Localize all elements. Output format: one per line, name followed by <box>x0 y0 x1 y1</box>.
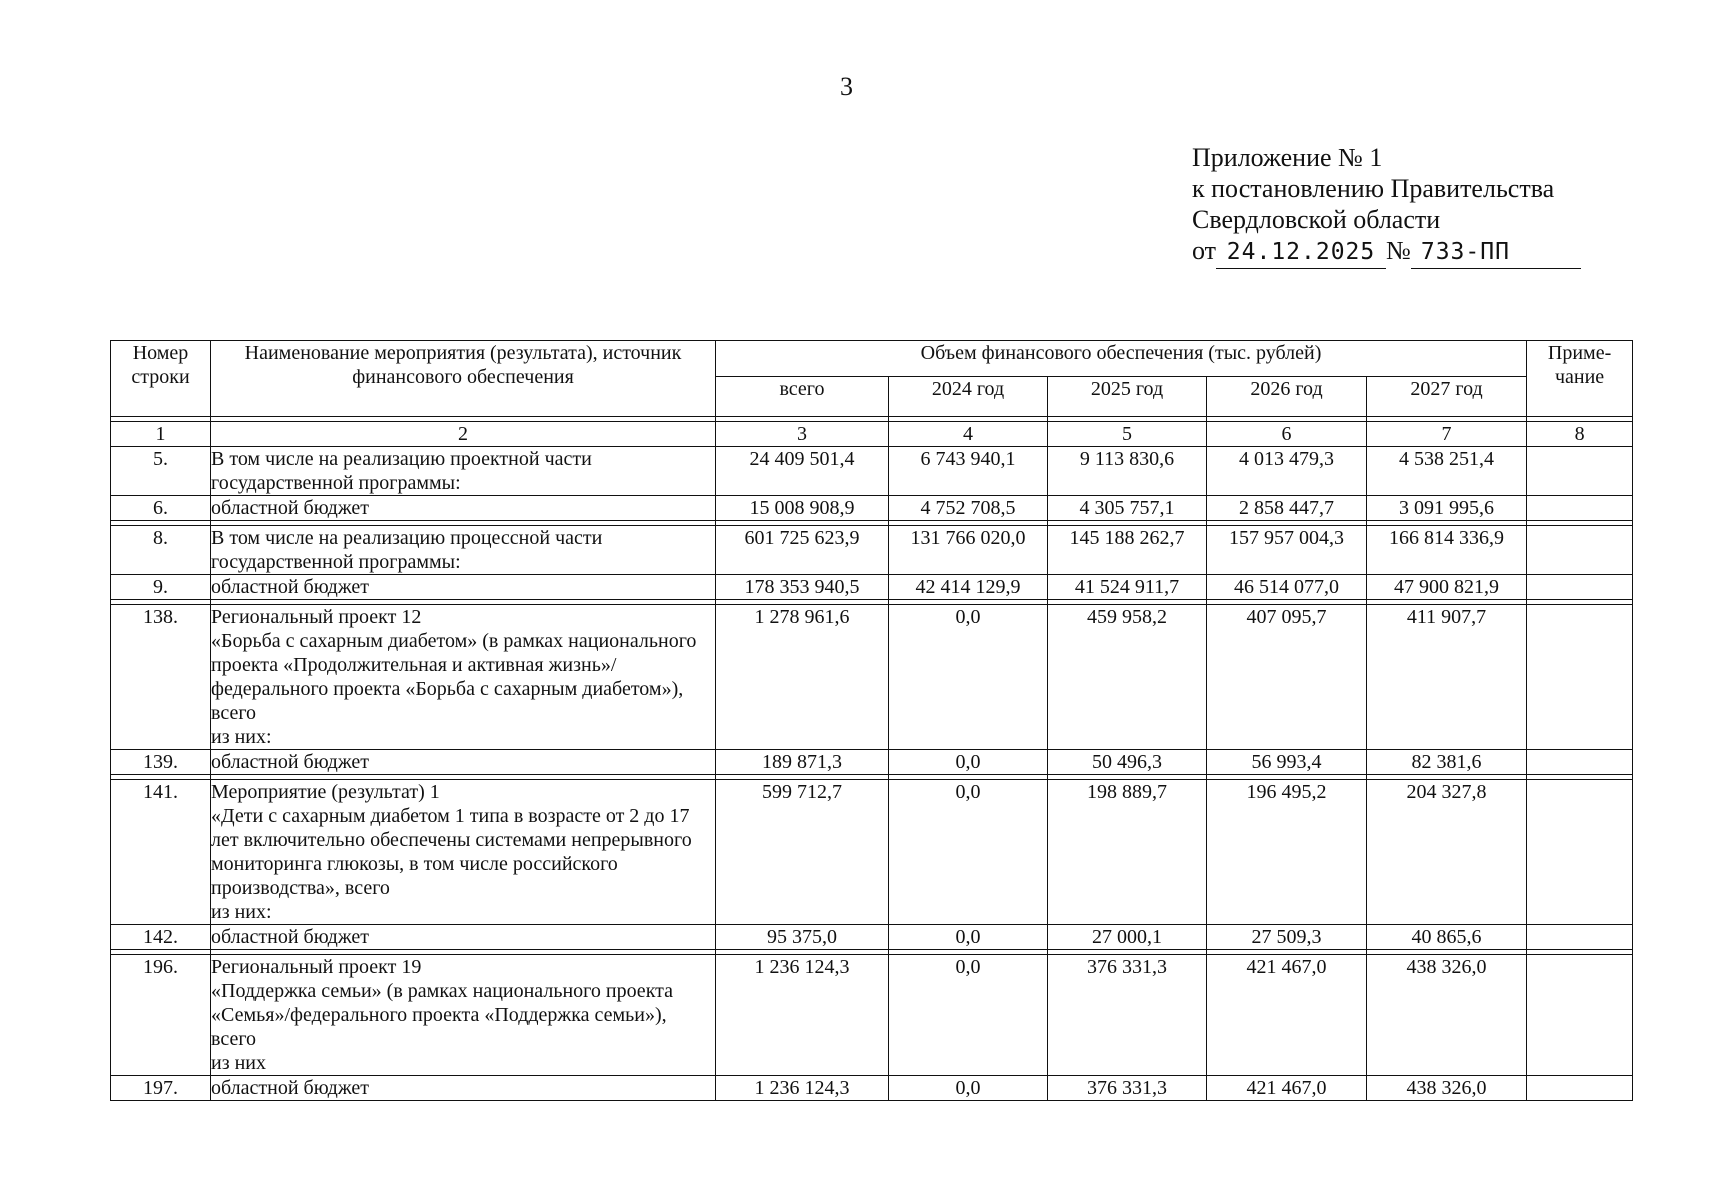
year-2024-cell: 0,0 <box>889 605 1048 750</box>
year-2025-cell: 27 000,1 <box>1048 925 1207 950</box>
year-2025-cell: 50 496,3 <box>1048 750 1207 775</box>
table-row <box>111 1076 1633 1101</box>
year-2026-cell: 2 858 447,7 <box>1207 496 1367 521</box>
note-cell <box>1527 780 1633 925</box>
year-2024-cell: 0,0 <box>889 955 1048 1076</box>
total-cell: 599 712,7 <box>716 780 889 925</box>
header-row-number: Номер строки <box>111 341 211 417</box>
column-index: 4 <box>889 422 1048 447</box>
column-index-row <box>111 422 1633 447</box>
table-body <box>111 417 1633 1101</box>
total-cell: 1 236 124,3 <box>716 1076 889 1101</box>
column-index: 2 <box>211 422 716 447</box>
year-2024-cell: 6 743 940,1 <box>889 447 1048 496</box>
table-row <box>111 605 1633 750</box>
appendix-date-line <box>1192 235 1581 269</box>
year-2027-cell: 166 814 336,9 <box>1367 526 1527 575</box>
header-volume: Объем финансового обеспечения (тыс. рублей) <box>716 341 1527 377</box>
note-cell <box>1527 955 1633 1076</box>
note-cell <box>1527 605 1633 750</box>
total-cell: 1 236 124,3 <box>716 955 889 1076</box>
note-cell <box>1527 526 1633 575</box>
year-2024-cell: 0,0 <box>889 780 1048 925</box>
row-name-cell: В том числе на реализацию проектной части государственной программы: <box>211 447 716 496</box>
year-2027-cell: 411 907,7 <box>1367 605 1527 750</box>
row-name-cell: В том числе на реализацию процессной части государственной программы: <box>211 526 716 575</box>
year-2026-cell: 56 993,4 <box>1207 750 1367 775</box>
header-2024: 2024 год <box>889 377 1048 417</box>
row-name-cell: областной бюджет <box>211 925 716 950</box>
row-name-cell: Региональный проект 19 «Поддержка семьи» (в рамках национального проекта «Семья»/федерального проекта «Поддержка семьи»), всего из них <box>211 955 716 1076</box>
year-2026-cell: 421 467,0 <box>1207 1076 1367 1101</box>
row-name-cell: Региональный проект 12 «Борьба с сахарным диабетом» (в рамках национального проекта «Продолжительная и активная жизнь»/федерального проекта «Борьба с сахарным диабетом»), всего из них: <box>211 605 716 750</box>
row-name-cell: областной бюджет <box>211 1076 716 1101</box>
note-cell <box>1527 750 1633 775</box>
year-2024-cell: 0,0 <box>889 925 1048 950</box>
row-number-cell: 196. <box>111 955 211 1076</box>
column-index: 5 <box>1048 422 1207 447</box>
year-2025-cell: 459 958,2 <box>1048 605 1207 750</box>
note-cell <box>1527 1076 1633 1101</box>
note-cell <box>1527 575 1633 600</box>
appendix-block <box>1192 142 1581 269</box>
appendix-region-line: Свердловской области <box>1192 205 1441 234</box>
year-2024-cell: 42 414 129,9 <box>889 575 1048 600</box>
table-row <box>111 496 1633 521</box>
row-number-cell: 138. <box>111 605 211 750</box>
year-2026-cell: 46 514 077,0 <box>1207 575 1367 600</box>
year-2024-cell: 4 752 708,5 <box>889 496 1048 521</box>
year-2027-cell: 438 326,0 <box>1367 955 1527 1076</box>
table-row <box>111 526 1633 575</box>
year-2027-cell: 3 091 995,6 <box>1367 496 1527 521</box>
note-cell <box>1527 447 1633 496</box>
row-name-cell: областной бюджет <box>211 750 716 775</box>
year-2025-cell: 145 188 262,7 <box>1048 526 1207 575</box>
row-name-cell: областной бюджет <box>211 496 716 521</box>
appendix-resolution-line: к постановлению Правительства <box>1192 174 1555 203</box>
year-2026-cell: 27 509,3 <box>1207 925 1367 950</box>
year-2026-cell: 4 013 479,3 <box>1207 447 1367 496</box>
appendix-title: Приложение № 1 <box>1192 143 1383 172</box>
note-cell <box>1527 925 1633 950</box>
year-2025-cell: 9 113 830,6 <box>1048 447 1207 496</box>
header-2026: 2026 год <box>1207 377 1367 417</box>
header-name: Наименование мероприятия (результата), источник финансового обеспечения <box>211 341 716 417</box>
year-2027-cell: 204 327,8 <box>1367 780 1527 925</box>
year-2026-cell: 421 467,0 <box>1207 955 1367 1076</box>
table-row <box>111 575 1633 600</box>
year-2024-cell: 0,0 <box>889 750 1048 775</box>
total-cell: 178 353 940,5 <box>716 575 889 600</box>
year-2027-cell: 47 900 821,9 <box>1367 575 1527 600</box>
row-number-cell: 197. <box>111 1076 211 1101</box>
year-2025-cell: 41 524 911,7 <box>1048 575 1207 600</box>
total-cell: 189 871,3 <box>716 750 889 775</box>
page-number: 3 <box>840 72 853 101</box>
number-label: № <box>1386 236 1411 265</box>
from-label: от <box>1192 236 1217 265</box>
year-2025-cell: 376 331,3 <box>1048 1076 1207 1101</box>
total-cell: 15 008 908,9 <box>716 496 889 521</box>
header-2027: 2027 год <box>1367 377 1527 417</box>
year-2025-cell: 198 889,7 <box>1048 780 1207 925</box>
year-2027-cell: 438 326,0 <box>1367 1076 1527 1101</box>
year-2027-cell: 4 538 251,4 <box>1367 447 1527 496</box>
year-2025-cell: 376 331,3 <box>1048 955 1207 1076</box>
note-cell <box>1527 496 1633 521</box>
row-number-cell: 142. <box>111 925 211 950</box>
row-number-cell: 139. <box>111 750 211 775</box>
year-2025-cell: 4 305 757,1 <box>1048 496 1207 521</box>
column-index: 3 <box>716 422 889 447</box>
table-row <box>111 750 1633 775</box>
row-number-cell: 9. <box>111 575 211 600</box>
year-2024-cell: 0,0 <box>889 1076 1048 1101</box>
table-row <box>111 955 1633 1076</box>
header-note: Приме-чание <box>1527 341 1633 417</box>
year-2027-cell: 40 865,6 <box>1367 925 1527 950</box>
financing-table <box>110 340 1633 1101</box>
year-2027-cell: 82 381,6 <box>1367 750 1527 775</box>
row-number-cell: 5. <box>111 447 211 496</box>
total-cell: 24 409 501,4 <box>716 447 889 496</box>
column-index: 1 <box>111 422 211 447</box>
table-row <box>111 447 1633 496</box>
header-total: всего <box>716 377 889 417</box>
column-index: 7 <box>1367 422 1527 447</box>
row-number-cell: 6. <box>111 496 211 521</box>
row-name-cell: Мероприятие (результат) 1 «Дети с сахарным диабетом 1 типа в возрасте от 2 до 17 лет включительно обеспечены системами непрерывного мониторинга глюкозы, в том числе российского производства», всего из них: <box>211 780 716 925</box>
column-index: 6 <box>1207 422 1367 447</box>
table-row <box>111 925 1633 950</box>
row-name-cell: областной бюджет <box>211 575 716 600</box>
row-number-cell: 8. <box>111 526 211 575</box>
year-2026-cell: 196 495,2 <box>1207 780 1367 925</box>
column-index: 8 <box>1527 422 1633 447</box>
total-cell: 95 375,0 <box>716 925 889 950</box>
year-2024-cell: 131 766 020,0 <box>889 526 1048 575</box>
table-row <box>111 780 1633 925</box>
resolution-date: 24.12.2025 <box>1216 237 1386 269</box>
total-cell: 1 278 961,6 <box>716 605 889 750</box>
total-cell: 601 725 623,9 <box>716 526 889 575</box>
resolution-number: 733-ПП <box>1411 237 1581 269</box>
year-2026-cell: 157 957 004,3 <box>1207 526 1367 575</box>
header-2025: 2025 год <box>1048 377 1207 417</box>
row-number-cell: 141. <box>111 780 211 925</box>
year-2026-cell: 407 095,7 <box>1207 605 1367 750</box>
